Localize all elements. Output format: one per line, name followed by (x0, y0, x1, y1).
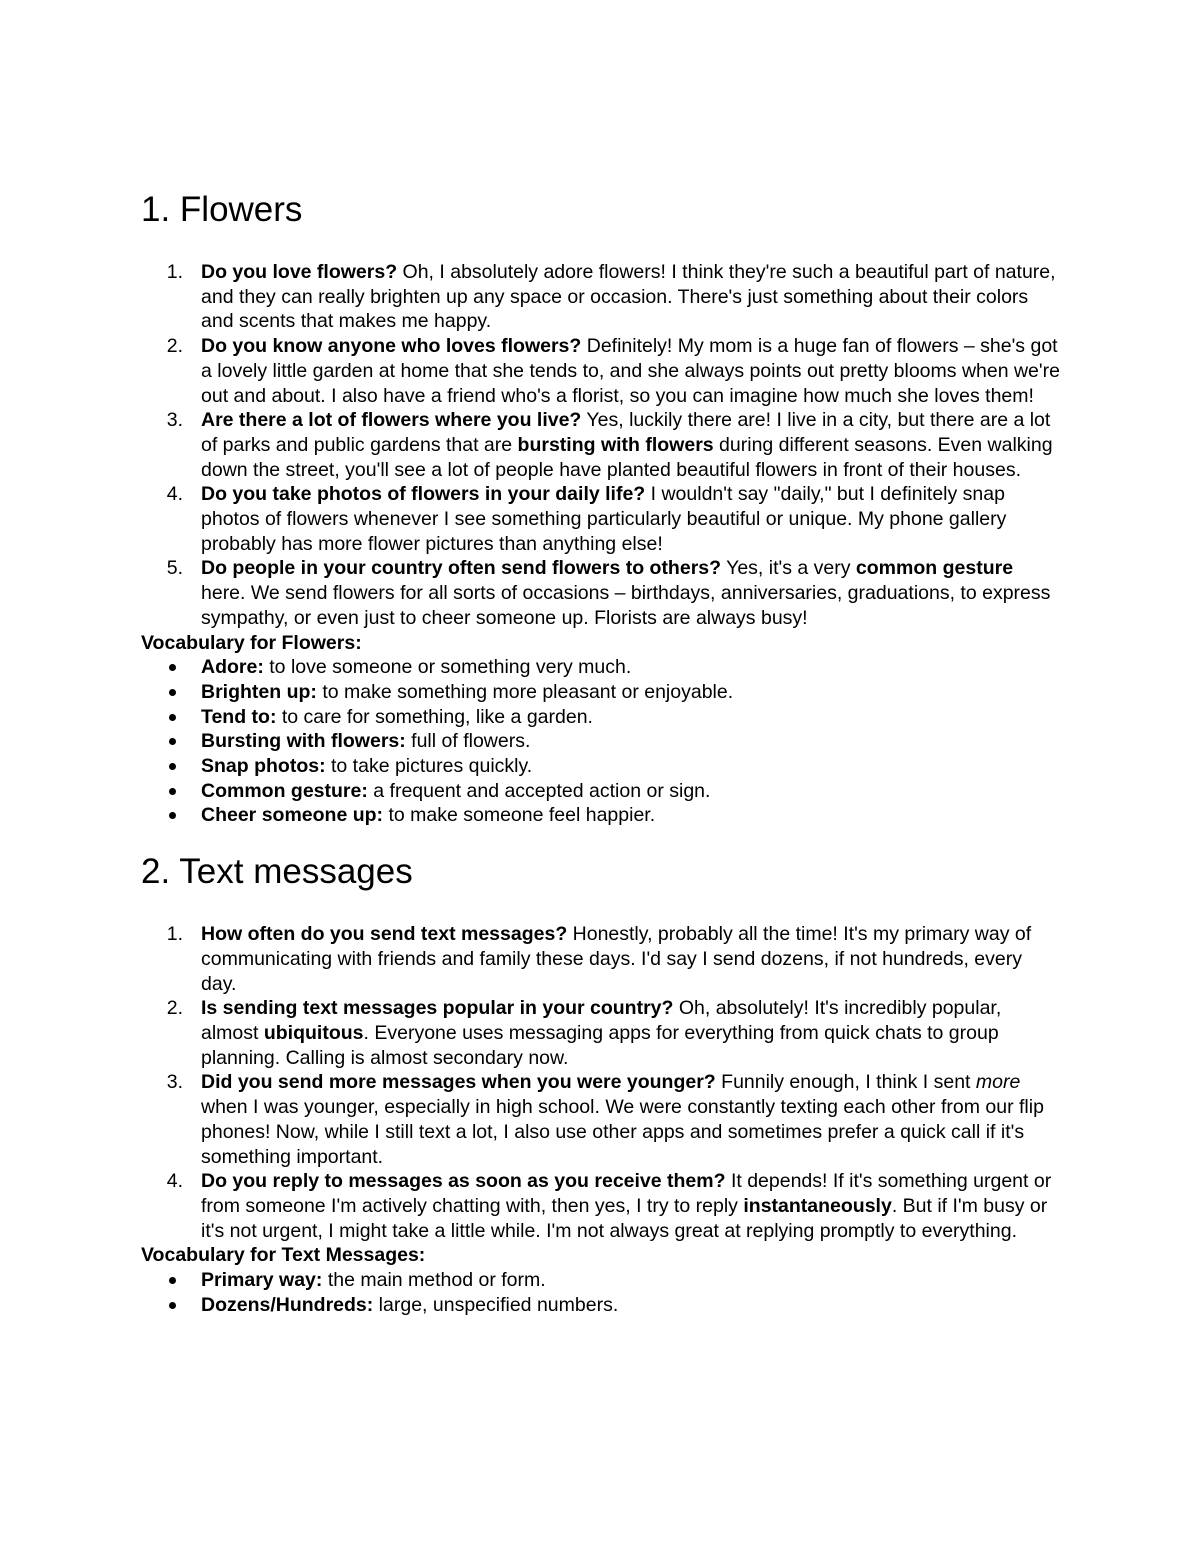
item-number: 2. (166, 335, 183, 358)
vocabulary-title: Vocabulary for Text Messages: (141, 1244, 426, 1267)
answer-keyword: instantaneously (743, 1194, 892, 1217)
question-item (141, 1070, 1061, 1169)
answer-keyword: bursting with flowers (517, 433, 714, 456)
question-item (141, 922, 1061, 996)
vocabulary-list (141, 1268, 1061, 1317)
vocabulary-term: Brighten up: (201, 680, 317, 703)
item-number: 4. (166, 1170, 183, 1193)
vocabulary-term: Primary way: (201, 1269, 323, 1292)
vocabulary-term: Bursting with flowers: (201, 730, 406, 753)
vocabulary-term: Dozens/Hundreds: (201, 1293, 374, 1316)
vocabulary-definition: full of flowers. (405, 730, 531, 753)
vocabulary-term: Snap photos: (201, 755, 326, 778)
answer-text: Oh, absolutely! It's incredibly popular, almost (201, 997, 1002, 1044)
vocabulary-item (141, 705, 1061, 730)
question-text: Are there a lot of flowers where you live? (201, 409, 582, 432)
answer-keyword: common gesture (855, 557, 1014, 580)
question-item (141, 260, 1061, 334)
vocabulary-definition: large, unspecified numbers. (373, 1293, 619, 1316)
item-number: 4. (166, 483, 183, 506)
vocabulary-term: Tend to: (201, 705, 277, 728)
question-item (141, 996, 1061, 1070)
vocabulary-definition: to love someone or something very much. (263, 656, 632, 679)
question-list (141, 260, 1061, 631)
item-number: 3. (166, 409, 183, 432)
question-list (141, 922, 1061, 1243)
item-number: 5. (166, 557, 183, 580)
question-text: Did you send more messages when you were younger? (201, 1071, 716, 1094)
vocabulary-definition: to care for something, like a garden. (276, 705, 593, 728)
answer-text: I wouldn't say "daily," but I definitely snap photos of flowers whenever I see something particularly beautiful or unique. My phone gallery probably has more flower pictures than anything else! (201, 483, 1007, 555)
vocabulary-item (141, 1293, 1061, 1318)
item-number: 1. (166, 923, 183, 946)
item-number: 3. (166, 1071, 183, 1094)
answer-text: during different seasons. Even walking down the street, you'll see a lot of people have planted beautiful flowers in front of their houses. (201, 433, 1053, 481)
document-page (141, 190, 1061, 1317)
answer-emphasis: more (975, 1071, 1021, 1094)
vocabulary-item (141, 729, 1061, 754)
vocabulary-definition: a frequent and accepted action or sign. (367, 779, 711, 802)
answer-text: It depends! If it's something urgent or from someone I'm actively chatting with, then yes, I try to reply (201, 1170, 1052, 1217)
vocabulary-item (141, 1268, 1061, 1293)
vocabulary-item (141, 655, 1061, 680)
section-heading: 2. Text messages (141, 852, 413, 892)
answer-keyword: ubiquitous (263, 1021, 364, 1044)
question-text: Do you know anyone who loves flowers? (201, 335, 582, 358)
answer-text: here. We send flowers for all sorts of occasions – birthdays, anniversaries, graduations, to express sympathy, or even just to cheer someone up. Florists are always busy! (201, 582, 1051, 629)
vocabulary-item (141, 754, 1061, 779)
vocabulary-item (141, 779, 1061, 804)
question-item (141, 482, 1061, 556)
vocabulary-definition: to take pictures quickly. (325, 755, 533, 778)
answer-text: . But if I'm busy or it's not urgent, I might take a little while. I'm not always great at replying promptly to everything. (201, 1194, 1048, 1242)
answer-text: Definitely! My mom is a huge fan of flowers – she's got a lovely little garden at home that she tends to, and she always points out pretty blooms when we're out and about. I also have a friend who's a florist, so you can imagine how much she loves them! (201, 335, 1060, 407)
vocabulary-list (141, 655, 1061, 828)
question-text: Do you love flowers? (201, 261, 398, 283)
answer-text: when I was younger, especially in high school. We were constantly texting each other from our flip phones! Now, while I still text a lot, I also use other apps and sometimes prefer a quick call if it's something important. (201, 1096, 1044, 1168)
item-number: 2. (166, 997, 183, 1020)
vocabulary-title: Vocabulary for Flowers: (141, 631, 362, 654)
answer-text: Oh, I absolutely adore flowers! I think they're such a beautiful part of nature, and they can really brighten up any space or occasion. There's just something about their colors and scents that makes me happy. (201, 261, 1056, 333)
vocabulary-definition: to make something more pleasant or enjoyable. (316, 680, 734, 703)
answer-text: Funnily enough, I think I sent (715, 1071, 976, 1094)
vocabulary-definition: the main method or form. (322, 1269, 546, 1292)
question-item (141, 334, 1061, 408)
vocabulary-item (141, 680, 1061, 705)
answer-text: . Everyone uses messaging apps for everything from quick chats to group planning. Calling is almost secondary now. (201, 1021, 999, 1069)
answer-text: Honestly, probably all the time! It's my primary way of communicating with friends and family these days. I'd say I send dozens, if not hundreds, every day. (201, 923, 1032, 995)
section-heading: 1. Flowers (141, 190, 303, 229)
question-item (141, 556, 1061, 630)
vocabulary-term: Cheer someone up: (201, 804, 384, 827)
question-text: Do people in your country often send flowers to others? (201, 557, 722, 580)
answer-text: Yes, it's a very (721, 557, 856, 580)
question-text: Is sending text messages popular in your country? (201, 997, 674, 1020)
question-item (141, 1169, 1061, 1243)
question-text: How often do you send text messages? (201, 923, 568, 946)
question-text: Do you reply to messages as soon as you receive them? (201, 1170, 726, 1193)
vocabulary-definition: to make someone feel happier. (383, 804, 656, 827)
item-number: 1. (166, 261, 183, 283)
vocabulary-item (141, 803, 1061, 828)
question-item (141, 408, 1061, 482)
question-text: Do you take photos of flowers in your daily life? (201, 483, 646, 506)
answer-text: Yes, luckily there are! I live in a city, but there are a lot of parks and public gardens that are (201, 409, 1051, 456)
vocabulary-term: Adore: (201, 656, 264, 679)
vocabulary-term: Common gesture: (201, 779, 368, 802)
